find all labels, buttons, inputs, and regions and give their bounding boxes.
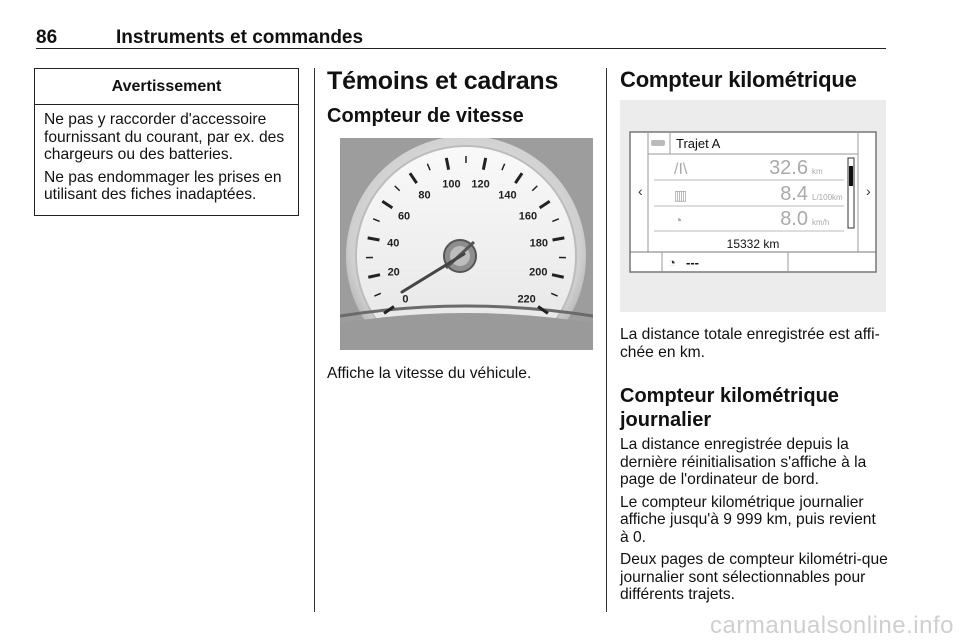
- odometer-heading: Compteur kilométrique: [620, 67, 857, 92]
- section-title: Témoins et cadrans: [327, 67, 559, 95]
- odometer-display-svg: [620, 100, 886, 312]
- column-divider-right: [606, 68, 607, 612]
- speed-limiter-icon: ◔: [668, 255, 676, 270]
- page-number: 86: [36, 27, 58, 48]
- speedometer-dial-label: 140: [498, 189, 517, 202]
- display-right-arrow: ›: [866, 183, 871, 199]
- fuel-icon: ▥: [674, 187, 688, 203]
- speedometer-dial-label: 220: [517, 293, 536, 306]
- speedometer-dial-label: 60: [397, 210, 411, 223]
- trip-odometer-text: [620, 436, 888, 609]
- display-trip-header: Trajet A: [676, 136, 721, 151]
- speedometer-dial-label: 200: [529, 266, 548, 279]
- car-icon: [651, 140, 665, 146]
- speedometer-tick: [553, 238, 565, 240]
- speedometer-tick: [368, 238, 380, 240]
- speed-icon: ◔: [674, 212, 683, 228]
- display-left-arrow: ‹: [638, 183, 643, 199]
- odometer-description: La distance totale enregistrée est affi-chée en km.: [620, 326, 880, 361]
- average-speed-value: 8.0: [780, 208, 808, 230]
- fuel-consumption-unit: L/100km: [812, 193, 843, 202]
- speedometer-illustration: [340, 138, 593, 350]
- column-divider-left: [314, 68, 315, 612]
- speedometer-svg: [340, 138, 593, 350]
- odometer-display-illustration: [620, 100, 886, 312]
- watermark: carmanualsonline.info: [710, 612, 954, 639]
- speedometer-dial-label: 80: [418, 189, 431, 202]
- trip-odometer-heading: Compteur kilométrique journalier: [620, 385, 839, 431]
- distance-icon: /I\: [674, 161, 688, 178]
- speedometer-dial-label: 20: [387, 266, 400, 279]
- warning-title: Avertissement: [35, 69, 298, 105]
- speedometer-dial-label: 180: [529, 237, 548, 250]
- warning-box: [34, 68, 299, 216]
- speedometer-dial-label: 0: [402, 293, 409, 306]
- speedometer-caption: Affiche la vitesse du véhicule.: [327, 365, 532, 382]
- speedometer-dial-label: 100: [442, 178, 461, 191]
- speedometer-dial-label: 40: [387, 237, 400, 250]
- speedometer-dial-label: 160: [518, 210, 538, 223]
- page-header: [36, 27, 886, 49]
- warning-paragraph: Ne pas endommager les prises en utilisant des fiches inadaptées.: [44, 168, 282, 203]
- trip-distance-value: 32.6: [769, 157, 808, 179]
- trip-odometer-paragraph: Deux pages de compteur kilométri-que journalier sont sélectionnables pour différents trajets.: [620, 551, 888, 603]
- average-speed-unit: km/h: [812, 218, 830, 227]
- trip-odometer-paragraph: La distance enregistrée depuis la dernière réinitialisation s'affiche à la page de l'ordinateur de bord.: [620, 436, 867, 488]
- speedometer-dial-label: 120: [471, 178, 490, 191]
- warning-paragraph: Ne pas y raccorder d'accessoire fournissant du courant, par ex. des chargeurs ou des batteries.: [44, 111, 285, 163]
- speedometer-heading: Compteur de vitesse: [327, 105, 524, 127]
- trip-odometer-paragraph: Le compteur kilométrique journalier affiche jusqu'à 9 999 km, puis revient à 0.: [620, 493, 876, 546]
- limiter-value: ---: [686, 255, 699, 270]
- chapter-title: Instruments et commandes: [116, 27, 364, 48]
- odometer-total: 15332 km: [726, 237, 780, 251]
- fuel-consumption-value: 8.4: [780, 183, 808, 205]
- trip-distance-unit: km: [812, 167, 823, 176]
